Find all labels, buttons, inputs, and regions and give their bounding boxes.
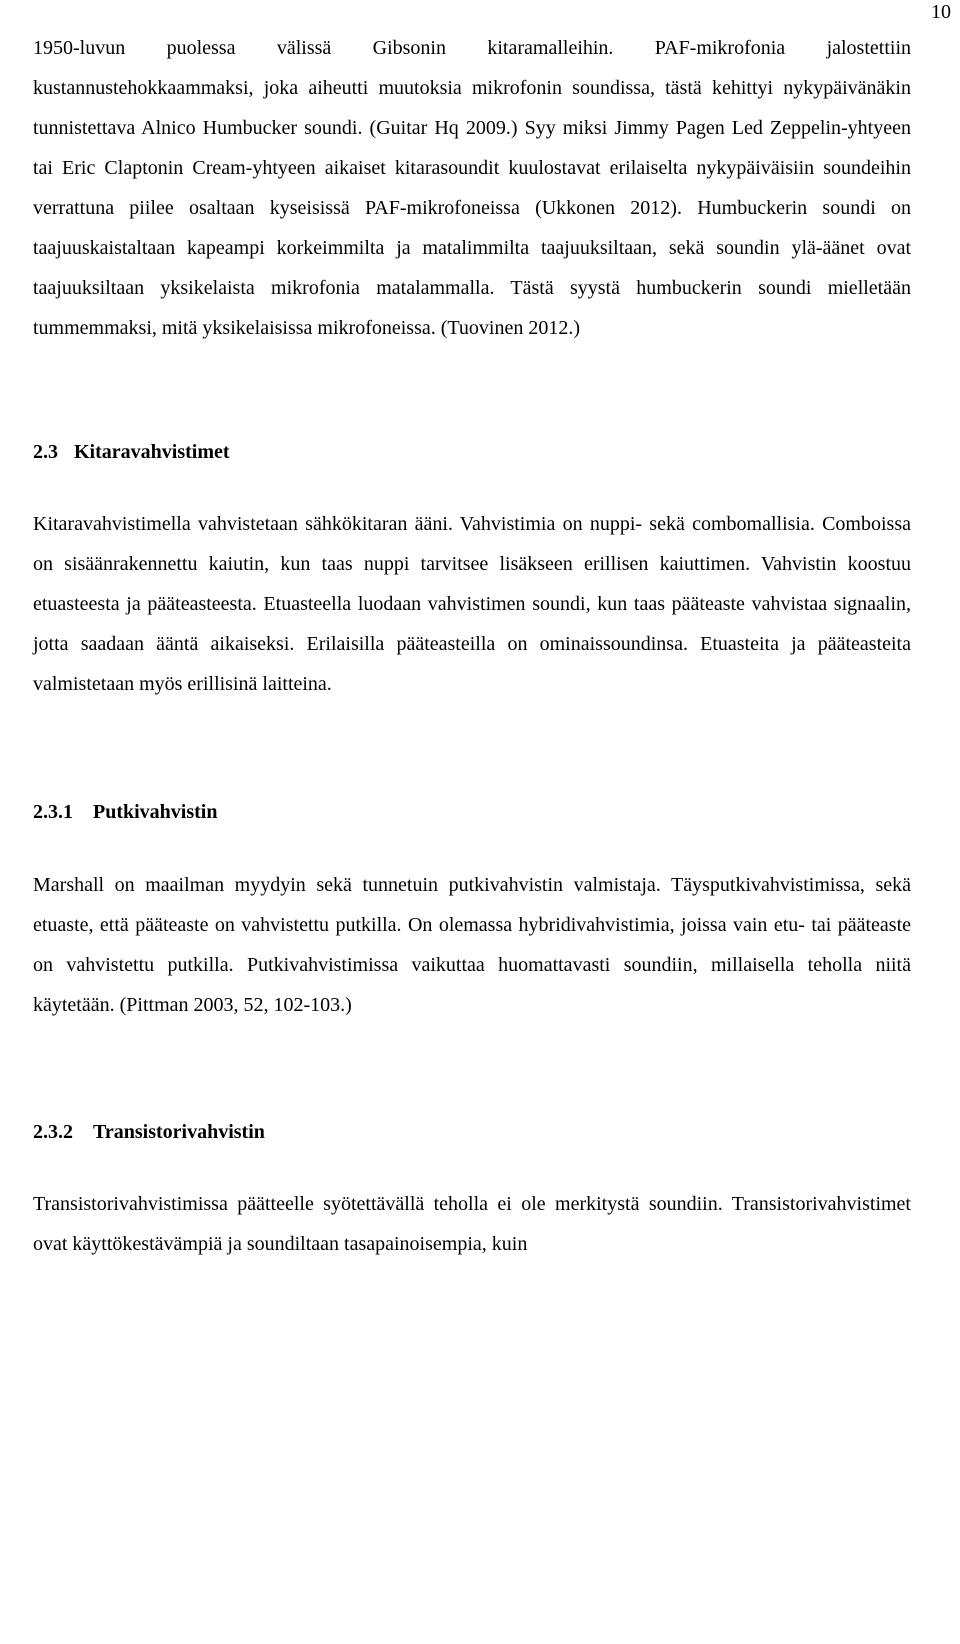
section-heading-2-3-1 <box>33 792 911 832</box>
section-number: 2.3.1 <box>33 801 73 823</box>
section-title: Transistorivahvistin <box>93 1121 265 1143</box>
section-heading-2-3-2 <box>33 1112 911 1152</box>
section-2-3-1-paragraph: Marshall on maailman myydyin sekä tunnetuin putkivahvistin valmistaja. Täysputkivahvistimissa, sekä etuaste, että pääteaste on vahvistettu putkilla. On olemassa hybridivahvistimia, joissa vain etu- tai pääteaste on vahvistettu putkilla. Putkivahvistimissa vaikuttaa huomattavasti soundiin, millaisella teholla niitä käytetään. (Pittman 2003, 52, 102-103.) <box>33 874 911 1016</box>
section-heading-2-3 <box>33 432 911 472</box>
section-title: Kitaravahvistimet <box>74 441 230 463</box>
section-title: Putkivahvistin <box>93 801 218 823</box>
page-number: 10 <box>931 1 951 23</box>
section-2-3-paragraph: Kitaravahvistimella vahvistetaan sähkökitaran ääni. Vahvistimia on nuppi- sekä combomallisia. Comboissa on sisäänrakennettu kaiutin, kun taas nuppi tarvitsee lisäkseen erillisen kaiuttimen. Vahvistin koostuu etuasteesta ja pääteasteesta. Etuasteella luodaan vahvistimen soundi, kun taas pääteaste vahvistaa signaalin, jotta saadaan ääntä aikaiseksi. Erilaisilla pääteasteilla on ominaissoundinsa. Etuasteita ja pääteasteita valmistetaan myös erillisinä laitteina. <box>33 513 911 695</box>
intro-paragraph: 1950-luvun puolessa välissä Gibsonin kitaramalleihin. PAF-mikrofonia jalostettiin kustannustehokkaammaksi, joka aiheutti muutoksia mikrofonin soundissa, tästä kehittyi nykypäivänäkin tunnistettava Alnico Humbucker soundi. (Guitar Hq 2009.) Syy miksi Jimmy Pagen Led Zeppelin-yhtyeen tai Eric Claptonin Cream-yhtyeen aikaiset kitarasoundit kuulostavat erilaiselta nykypäiväisiin soundeihin verrattuna piilee osaltaan kyseisissä PAF-mikrofoneissa (Ukkonen 2012). Humbuckerin soundi on taajuuskaistaltaan kapeampi korkeimmilta ja matalimmilta taajuuksiltaan, sekä soundin ylä-äänet ovat taajuuksiltaan yksikelaista mikrofonia matalammalla. Tästä syystä humbuckerin soundi mielletään tummemmaksi, mitä yksikelaisissa mikrofoneissa. (Tuovinen 2012.) <box>33 37 911 339</box>
section-number: 2.3 <box>33 441 58 463</box>
section-2-3-2-paragraph: Transistorivahvistimissa päätteelle syötettävällä teholla ei ole merkitystä soundiin. Transistorivahvistimet ovat käyttökestävämpiä ja soundiltaan tasapainoisempia, kuin <box>33 1193 911 1255</box>
document-body <box>33 28 911 1264</box>
section-number: 2.3.2 <box>33 1121 73 1143</box>
